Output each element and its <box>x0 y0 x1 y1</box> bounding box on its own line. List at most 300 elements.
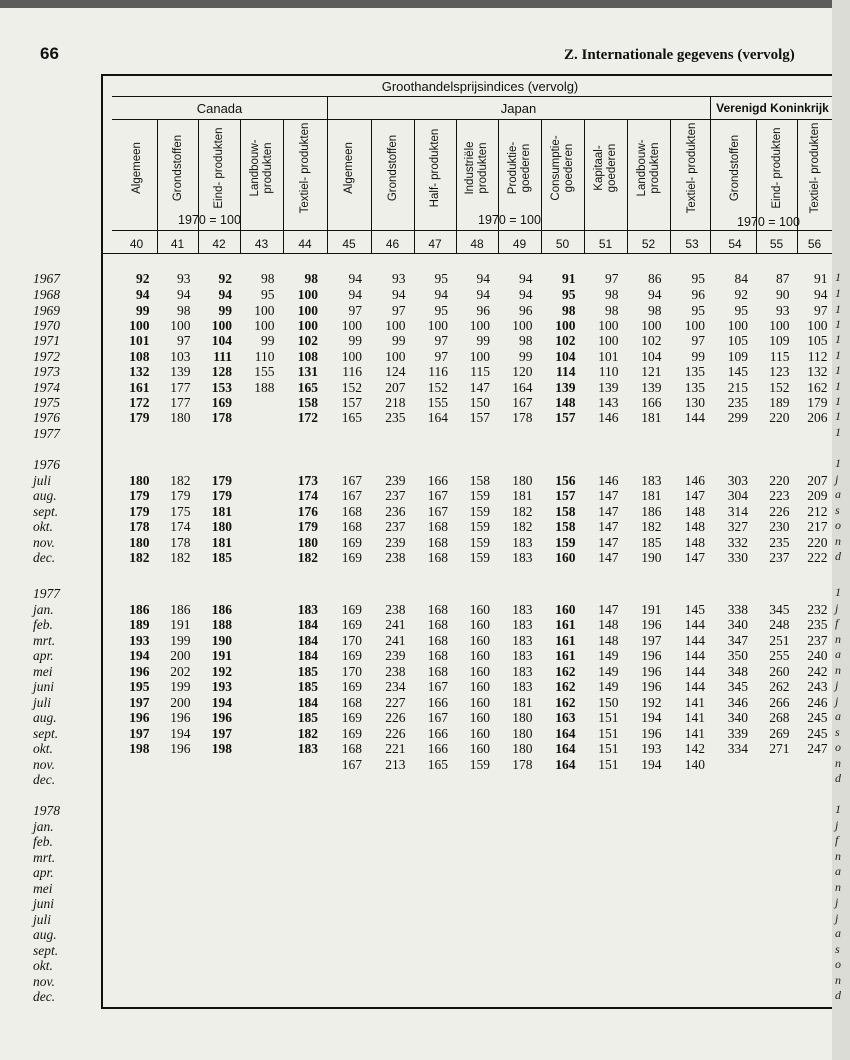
table-cell: 338 <box>727 602 748 617</box>
row-label: juni <box>33 679 55 694</box>
table-cell: 100 <box>598 333 619 348</box>
table-cell: 104 <box>641 349 662 364</box>
table-cell: 247 <box>807 741 828 756</box>
table-cell: 158 <box>469 473 490 488</box>
table-cell: 168 <box>427 664 448 679</box>
table-cell: 299 <box>727 410 748 425</box>
table-cell: 155 <box>254 364 275 379</box>
column-heading-44: Textiel- produkten <box>298 122 311 214</box>
table-cell: 185 <box>641 535 662 550</box>
table-cell: 139 <box>641 380 662 395</box>
next-page-edge <box>832 0 850 1060</box>
table-cell: 121 <box>641 364 662 379</box>
table-cell: 101 <box>598 349 619 364</box>
edge-fragment: 1 <box>835 802 841 816</box>
edge-fragment: 1 <box>835 585 841 599</box>
table-cell: 183 <box>297 741 318 756</box>
table-cell: 100 <box>254 318 275 333</box>
table-cell: 94 <box>177 287 191 302</box>
table-cell: 103 <box>170 349 191 364</box>
table-cell: 150 <box>598 695 619 710</box>
table-cell: 100 <box>684 318 705 333</box>
table-cell: 340 <box>727 617 748 632</box>
table-cell: 145 <box>684 602 705 617</box>
table-cell: 181 <box>641 410 662 425</box>
table-cell: 164 <box>555 726 576 741</box>
row-label: jan. <box>33 819 54 834</box>
group-canada: Canada <box>196 101 243 116</box>
table-cell: 104 <box>555 349 576 364</box>
table-cell: 339 <box>727 726 748 741</box>
table-cell: 209 <box>807 488 828 503</box>
table-cell: 159 <box>469 757 490 772</box>
table-cell: 194 <box>170 726 191 741</box>
row-label: nov. <box>33 535 55 550</box>
page-number: 66 <box>40 44 59 63</box>
table-cell: 96 <box>476 303 490 318</box>
table-cell: 94 <box>476 287 490 302</box>
table-cell: 131 <box>297 364 318 379</box>
table-cell: 147 <box>598 519 619 534</box>
base-label-japan: 1970 = 100 <box>478 213 541 227</box>
table-cell: 183 <box>641 473 662 488</box>
row-label: 1970 <box>33 318 60 333</box>
table-cell: 93 <box>392 271 406 286</box>
edge-fragment: 1 <box>835 332 841 346</box>
edge-fragment: 1 <box>835 425 841 439</box>
row-label: 1971 <box>33 333 60 348</box>
table-cell: 169 <box>341 648 362 663</box>
edge-fragment: f <box>835 833 839 847</box>
edge-fragment: s <box>835 725 840 739</box>
column-number-46: 46 <box>385 237 400 251</box>
table-cell: 100 <box>341 318 362 333</box>
table-cell: 178 <box>512 410 533 425</box>
table-cell: 251 <box>769 633 790 648</box>
table-cell: 158 <box>555 504 576 519</box>
column-heading-45: Algemeen <box>342 142 355 194</box>
column-separator <box>240 120 241 253</box>
table-cell: 150 <box>469 395 490 410</box>
table-cell: 108 <box>129 349 150 364</box>
table-cell: 99 <box>691 349 705 364</box>
table-cell: 196 <box>129 710 150 725</box>
column-heading-43: Landbouw- produkten <box>248 139 274 197</box>
table-cell: 183 <box>512 550 533 565</box>
table-cell: 147 <box>598 535 619 550</box>
table-cell: 160 <box>469 617 490 632</box>
table-cell: 141 <box>684 695 705 710</box>
group-japan: Japan <box>500 101 537 116</box>
table-cell: 98 <box>304 271 318 286</box>
table-cell: 198 <box>129 741 150 756</box>
table-cell: 100 <box>598 318 619 333</box>
table-cell: 168 <box>427 602 448 617</box>
edge-fragment: n <box>835 756 841 770</box>
table-cell: 235 <box>385 410 406 425</box>
table-cell: 97 <box>434 333 448 348</box>
table-cell: 268 <box>769 710 790 725</box>
row-label: nov. <box>33 974 55 989</box>
table-cell: 180 <box>512 473 533 488</box>
table-cell: 334 <box>727 741 748 756</box>
column-separator <box>584 120 585 253</box>
table-cell: 185 <box>297 664 318 679</box>
table-cell: 97 <box>814 303 828 318</box>
row-label: mrt. <box>33 850 56 865</box>
table-cell: 183 <box>512 679 533 694</box>
table-cell: 197 <box>641 633 662 648</box>
table-cell: 192 <box>211 664 232 679</box>
edge-fragment: n <box>835 534 841 548</box>
row-label: juni <box>33 896 55 911</box>
table-cell: 199 <box>170 679 191 694</box>
row-label: 1976 <box>33 457 60 472</box>
table-cell: 186 <box>170 602 191 617</box>
table-cell: 197 <box>129 695 150 710</box>
table-cell: 123 <box>769 364 790 379</box>
table-cell: 124 <box>385 364 406 379</box>
table-cell: 184 <box>297 633 318 648</box>
table-cell: 149 <box>598 648 619 663</box>
table-cell: 98 <box>562 303 576 318</box>
table-cell: 95 <box>691 303 705 318</box>
table-cell: 94 <box>519 287 533 302</box>
table-cell: 160 <box>469 664 490 679</box>
column-number-45: 45 <box>342 237 356 251</box>
row-label: sept. <box>33 726 59 741</box>
column-number-55: 55 <box>769 237 784 251</box>
table-cell: 189 <box>769 395 790 410</box>
table-cell: 157 <box>469 410 490 425</box>
table-cell: 100 <box>512 318 533 333</box>
column-heading-48: Industriële produkten <box>464 141 489 195</box>
table-cell: 94 <box>476 271 490 286</box>
table-cell: 144 <box>684 648 705 663</box>
table-cell: 168 <box>427 535 448 550</box>
table-cell: 147 <box>598 504 619 519</box>
table-cell: 92 <box>136 271 150 286</box>
table-cell: 167 <box>427 488 448 503</box>
row-label: sept. <box>33 943 59 958</box>
table-cell: 100 <box>641 318 662 333</box>
table-cell: 167 <box>427 679 448 694</box>
table-cell: 158 <box>297 395 318 410</box>
table-cell: 183 <box>512 535 533 550</box>
table-cell: 148 <box>555 395 576 410</box>
table-cell: 149 <box>598 679 619 694</box>
table-cell: 101 <box>129 333 150 348</box>
table-cell: 105 <box>807 333 828 348</box>
row-label: 1969 <box>33 303 60 318</box>
table-cell: 97 <box>348 303 362 318</box>
edge-fragment: o <box>835 740 841 754</box>
table-cell: 160 <box>469 726 490 741</box>
table-cell: 174 <box>170 519 191 534</box>
table-cell: 173 <box>297 473 318 488</box>
table-cell: 146 <box>598 410 619 425</box>
table-cell: 108 <box>297 349 318 364</box>
table-cell: 143 <box>598 395 619 410</box>
table-cell: 109 <box>727 349 748 364</box>
table-cell: 330 <box>727 550 748 565</box>
table-cell: 183 <box>512 602 533 617</box>
table-cell: 102 <box>555 333 576 348</box>
table-cell: 94 <box>348 287 362 302</box>
table-cell: 148 <box>598 617 619 632</box>
table-cell: 141 <box>684 726 705 741</box>
table-cell: 159 <box>555 535 576 550</box>
table-cell: 178 <box>211 410 232 425</box>
table-cell: 166 <box>641 395 662 410</box>
table-cell: 161 <box>555 633 576 648</box>
table-cell: 238 <box>385 664 406 679</box>
table-cell: 345 <box>727 679 748 694</box>
table-cell: 167 <box>512 395 533 410</box>
edge-fragment: d <box>835 771 841 785</box>
japan-uk-divider <box>710 96 711 253</box>
edge-fragment: 1 <box>835 394 841 408</box>
table-cell: 157 <box>555 488 576 503</box>
table-cell: 95 <box>562 287 576 302</box>
table-cell: 144 <box>684 617 705 632</box>
edge-fragment: n <box>835 632 841 646</box>
column-number-47: 47 <box>428 237 442 251</box>
table-cell: 100 <box>807 318 828 333</box>
table-cell: 235 <box>807 617 828 632</box>
edge-fragment: j <box>835 601 839 615</box>
row-label: 1974 <box>33 380 60 395</box>
column-number-50: 50 <box>555 237 570 251</box>
table-cell: 99 <box>136 303 150 318</box>
table-cell: 100 <box>769 318 790 333</box>
table-cell: 100 <box>129 318 150 333</box>
table-cell: 146 <box>684 473 705 488</box>
row-label: okt. <box>33 519 53 534</box>
table-cell: 165 <box>427 757 448 772</box>
edge-fragment: 1 <box>835 317 841 331</box>
column-separator <box>157 120 158 253</box>
row-label: juli <box>33 695 52 710</box>
table-cell: 193 <box>211 679 232 694</box>
row-label: 1973 <box>33 364 60 379</box>
table-cell: 148 <box>684 504 705 519</box>
edge-fragment: o <box>835 957 841 971</box>
column-separator <box>414 120 415 253</box>
table-cell: 94 <box>814 287 828 302</box>
group-uk: Verenigd Koninkrijk <box>716 101 829 115</box>
column-heading-50: Consumptie- goederen <box>549 135 575 201</box>
table-cell: 200 <box>170 648 191 663</box>
column-separator <box>797 120 798 253</box>
table-cell: 161 <box>555 617 576 632</box>
table-cell: 99 <box>348 333 362 348</box>
row-label: okt. <box>33 958 53 973</box>
table-cell: 262 <box>769 679 790 694</box>
table-cell: 183 <box>297 602 318 617</box>
table-cell: 161 <box>555 648 576 663</box>
table-cell: 221 <box>385 741 406 756</box>
table-cell: 182 <box>512 519 533 534</box>
table-cell: 226 <box>385 710 406 725</box>
table-cell: 95 <box>734 303 748 318</box>
table-cell: 141 <box>684 710 705 725</box>
table-cell: 186 <box>211 602 232 617</box>
table-cell: 168 <box>341 695 362 710</box>
table-cell: 181 <box>512 488 533 503</box>
column-heading-54: Grondstoffen <box>728 134 741 202</box>
table-cell: 188 <box>254 380 275 395</box>
column-separator <box>756 120 757 253</box>
table-cell: 194 <box>641 757 662 772</box>
table-cell: 220 <box>769 473 790 488</box>
table-cell: 114 <box>555 364 576 379</box>
table-cell: 192 <box>641 695 662 710</box>
table-cell: 109 <box>769 333 790 348</box>
table-cell: 241 <box>385 617 406 632</box>
edge-fragment: a <box>835 709 841 723</box>
table-cell: 135 <box>684 364 705 379</box>
table-cell: 160 <box>555 550 576 565</box>
table-cell: 151 <box>598 726 619 741</box>
table-cell: 179 <box>129 410 150 425</box>
table-cell: 248 <box>769 617 790 632</box>
table-cell: 194 <box>211 695 232 710</box>
table-cell: 237 <box>769 550 790 565</box>
table-cell: 115 <box>769 349 790 364</box>
table-cell: 169 <box>341 550 362 565</box>
column-number-41: 41 <box>170 237 185 251</box>
table-cell: 151 <box>598 710 619 725</box>
table-cell: 99 <box>392 333 406 348</box>
table-cell: 164 <box>427 410 448 425</box>
table-cell: 177 <box>170 380 191 395</box>
table-cell: 202 <box>170 664 191 679</box>
table-cell: 165 <box>297 380 318 395</box>
table-cell: 100 <box>385 318 406 333</box>
table-cell: 196 <box>129 664 150 679</box>
table-cell: 185 <box>297 710 318 725</box>
table-cell: 194 <box>129 648 150 663</box>
table-cell: 260 <box>769 664 790 679</box>
table-cell: 182 <box>170 473 191 488</box>
table-cell: 237 <box>807 633 828 648</box>
row-label: 1978 <box>33 803 60 818</box>
table-cell: 116 <box>342 364 362 379</box>
table-cell: 174 <box>297 488 318 503</box>
table-cell: 100 <box>297 303 318 318</box>
row-label: mei <box>33 664 53 679</box>
column-heading-49: Produktie- goederen <box>506 141 532 195</box>
table-cell: 188 <box>211 617 232 632</box>
column-heading-40: Algemeen <box>130 142 142 194</box>
table-cell: 196 <box>170 710 191 725</box>
edge-fragment: j <box>835 472 839 486</box>
document-page <box>0 8 832 1060</box>
table-cell: 94 <box>136 287 150 302</box>
table-bottom-rule <box>101 1007 832 1009</box>
table-cell: 180 <box>211 519 232 534</box>
table-cell: 92 <box>218 271 232 286</box>
table-cell: 191 <box>641 602 662 617</box>
table-cell: 132 <box>807 364 828 379</box>
table-cell: 168 <box>341 504 362 519</box>
table-cell: 255 <box>769 648 790 663</box>
edge-fragment: 1 <box>835 270 841 284</box>
table-cell: 148 <box>684 535 705 550</box>
table-cell: 140 <box>684 757 705 772</box>
table-cell: 348 <box>727 664 748 679</box>
table-cell: 227 <box>385 695 406 710</box>
table-cell: 147 <box>598 488 619 503</box>
table-cell: 94 <box>648 287 662 302</box>
table-cell: 314 <box>727 504 748 519</box>
table-cell: 180 <box>129 473 150 488</box>
table-cell: 184 <box>297 695 318 710</box>
table-cell: 215 <box>727 380 748 395</box>
table-cell: 100 <box>297 318 318 333</box>
column-number-56: 56 <box>807 237 822 251</box>
table-cell: 97 <box>605 271 619 286</box>
table-cell: 147 <box>598 602 619 617</box>
table-cell: 182 <box>170 550 191 565</box>
table-cell: 217 <box>807 519 828 534</box>
row-label: aug. <box>33 488 57 503</box>
table-cell: 182 <box>129 550 150 565</box>
table-cell: 191 <box>170 617 191 632</box>
table-cell: 185 <box>297 679 318 694</box>
table-cell: 111 <box>213 349 232 364</box>
table-cell: 169 <box>211 395 232 410</box>
table-cell: 178 <box>170 535 191 550</box>
table-cell: 303 <box>727 473 748 488</box>
table-cell: 91 <box>814 271 828 286</box>
column-number-42: 42 <box>212 237 226 251</box>
table-cell: 100 <box>427 318 448 333</box>
table-cell: 269 <box>769 726 790 741</box>
table-cell: 180 <box>512 741 533 756</box>
table-cell: 168 <box>427 633 448 648</box>
table-cell: 239 <box>385 648 406 663</box>
table-cell: 350 <box>727 648 748 663</box>
table-cell: 237 <box>385 488 406 503</box>
title-underline <box>112 96 832 97</box>
row-label: 1976 <box>33 410 60 425</box>
column-heading-52: Landbouw- produkten <box>635 139 661 197</box>
table-cell: 185 <box>211 550 232 565</box>
table-cell: 112 <box>807 349 828 364</box>
table-cell: 158 <box>555 519 576 534</box>
table-cell: 170 <box>341 664 362 679</box>
row-label: mrt. <box>33 633 56 648</box>
table-cell: 98 <box>605 303 619 318</box>
edge-fragment: s <box>835 503 840 517</box>
table-cell: 179 <box>297 519 318 534</box>
table-cell: 236 <box>385 504 406 519</box>
row-label: 1975 <box>33 395 60 410</box>
table-cell: 160 <box>469 741 490 756</box>
table-cell: 110 <box>598 364 619 379</box>
row-label: dec. <box>33 550 56 565</box>
edge-fragment: 1 <box>835 409 841 423</box>
table-cell: 197 <box>211 726 232 741</box>
table-cell: 98 <box>177 303 191 318</box>
table-cell: 164 <box>555 741 576 756</box>
table-cell: 110 <box>254 349 275 364</box>
table-cell: 184 <box>297 617 318 632</box>
table-cell: 181 <box>641 488 662 503</box>
table-cell: 180 <box>297 535 318 550</box>
